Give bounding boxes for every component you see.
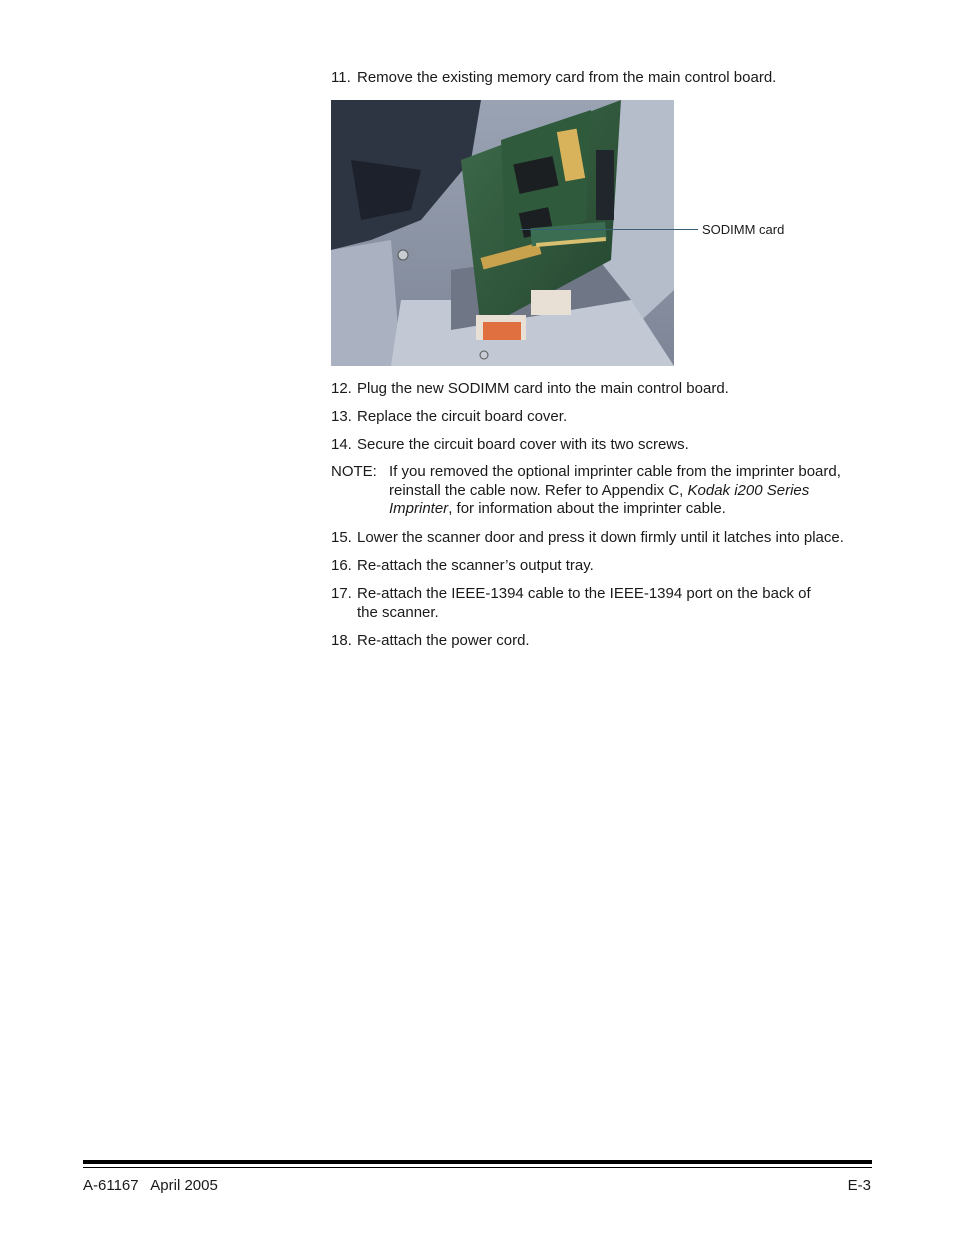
step-number: 17. — [331, 585, 352, 602]
note-line-2: reinstall the cable now. Refer to Appendix C, — [389, 481, 688, 499]
scanner-board-photo — [331, 100, 674, 366]
step-text: Re-attach the power cord. — [357, 632, 530, 649]
step-number: 16. — [331, 557, 352, 574]
step-14 — [331, 435, 689, 454]
step-text: Re-attach the IEEE-1394 cable to the IEEE-1394 port on the back of — [357, 585, 811, 602]
callout-leader-line — [520, 229, 698, 230]
step-number: 13. — [331, 408, 352, 425]
note-line-3: , for information about the imprinter cable. — [448, 500, 726, 517]
footer-rule-thin — [83, 1167, 872, 1168]
step-text: Plug the new SODIMM card into the main control board. — [357, 380, 729, 397]
step-text: Lower the scanner door and press it down firmly until it latches into place. — [357, 529, 844, 546]
step-text-continued: the scanner. — [357, 604, 439, 621]
step-17 — [331, 584, 811, 622]
step-18 — [331, 631, 530, 650]
step-number: 15. — [331, 529, 352, 546]
step-15 — [331, 528, 844, 547]
step-number: 11. — [331, 69, 351, 86]
note-line-1: If you removed the optional imprinter cable from the imprinter board, — [389, 463, 841, 480]
step-16 — [331, 556, 594, 575]
sodimm-callout-label: SODIMM card — [702, 222, 785, 237]
footer-page-number: E-3 — [847, 1177, 871, 1194]
note-product-name: Kodak i200 Series — [687, 481, 810, 499]
step-12 — [331, 379, 729, 398]
footer-rule — [83, 1160, 872, 1164]
step-number: 12. — [331, 380, 352, 397]
step-number: 18. — [331, 632, 352, 649]
step-11 — [331, 68, 776, 87]
step-text: Replace the circuit board cover. — [357, 408, 568, 425]
note-label: NOTE: — [331, 463, 377, 480]
step-text: Secure the circuit board cover with its two screws. — [357, 436, 689, 453]
note-product-name-cont: Imprinter — [389, 500, 449, 517]
step-13 — [331, 407, 567, 426]
footer-doc-id-date: A-61167 April 2005 — [83, 1177, 218, 1194]
step-number: 14. — [331, 436, 352, 453]
step-text: Remove the existing memory card from the main control board. — [357, 69, 777, 86]
note-body — [389, 463, 869, 519]
step-text: Re-attach the scanner’s output tray. — [357, 557, 594, 574]
